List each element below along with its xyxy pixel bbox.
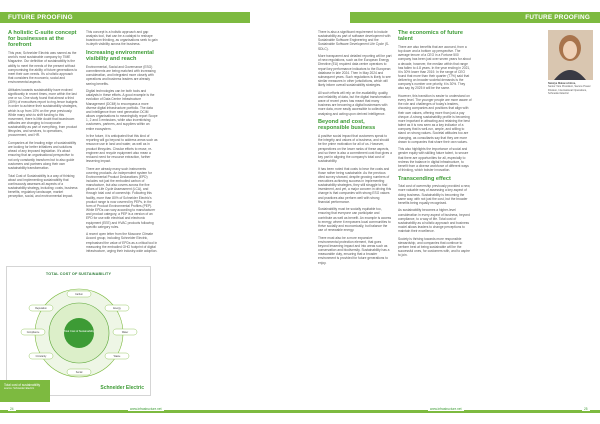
tag-waste: Waste	[113, 355, 121, 359]
heading-responsible: Beyond and cost, responsible business	[318, 119, 376, 132]
infographic-caption	[0, 380, 50, 402]
paragraph: There are also benefits that are accrued, from a top down and a bottom up perspective. The average tenure of a CEO in a Fortune 500 company has been just over seven years for about a decade, however, the median within that range has fallen to 4.8 years. In the year ending in 2021, it is 30% lower than 2019. In the range of CEO found that more than their quarter (77%) said that delivering on broader societal demands is the company's number one priority, it is 30%. They also say by 2025 it will be the same.	[398, 44, 471, 91]
paragraph: Environmental, Social and Governance (ESG) commitments are being matched with increasing consideration, and integrated more closely with operations and business leaders are already seeing benefits.	[86, 64, 156, 86]
paragraph: More transparent and detailed reporting will be part of new regulations, such as the European Energy Directive (EU) required data centre operators to report key performance indicators to the European database in late 2024. Then in May 2024 and subsequent years. Such regulations is likely to see similar measures in other jurisdictions, which will likely inform overall sustainability strategies.	[318, 54, 392, 88]
paragraph: A recent open letter from the Moscone Climate Accord group, including Schneider Electric, emphasised the value of EPDs as a critical tool in measuring the embodied GHG footprint of digital infrastructure, urging their industry-wide adoption.	[86, 232, 158, 253]
left-column-2	[86, 30, 158, 256]
paragraph: There are already many such instruments covering products. An independent system for Environmental Product Declarations (EPD) includes not just the embodied carbon of manufacture, but also covers across the five pillars of Life Cycle Assessment (LCA), and through total cost of ownership. Following this facility, more than 80% of Schneider Electric's product range is now covered by PEPs, in the form of Product Environmental Profiles (PEP). While EPDs can vary according to manufacturer and product category, a PEP is a version of an EPD for use with electrical and electronic equipment (EEE) and HVAC products following specific category rules.	[86, 166, 156, 229]
paragraph: Sustainability must be socially equitable too, ensuring that everyone can participate and contribute as well as benefit. An example is access to energy, where it empowers local communities to thrive socially and economically, but balance the use of renewable energy.	[318, 207, 392, 233]
caption-text: Total cost of sustainability	[4, 383, 41, 387]
paragraph: Total cost of ownership previously provided a new, more valuable way of assessing a key aspect of doing business. Sustainability is becoming the same way, with not just the cost, but the broader benefits being equally recognised.	[398, 184, 471, 205]
heading-economics: The economics of future talent	[398, 30, 463, 43]
paragraph: As sustainability becomes a higher-level consideration in every aspect of business, beyond compliance, to a way of life. Total cost of sustainability as a holistic approach and business model allows leaders to change perceptions to maintain their excellence.	[398, 208, 470, 234]
tag-reputation: Reputation	[35, 307, 47, 311]
right-column-2	[398, 30, 472, 261]
paragraph: This year, Schneider Electric was named as the world's most sustainable company by TIME Magazine. Our definition of sustainability is the ability to meet the needs of the present without compromising the ability of future generations to meet their own needs. It's a holistic approach that considers the economic, social and environmental aspects.	[8, 51, 78, 85]
paragraph: This also highlights the importance of social and gender equity with skilling future talent, to secure that there are opportunities for all, especially to redress the balance in digital infrastructure, to benefit from a diverse workforce of different ways of thinking, which bolster innovation.	[398, 147, 469, 173]
footer-url[interactable]: www.infrastructure.net	[130, 407, 162, 411]
right-page	[300, 0, 600, 424]
schneider-logo: Schneider Electric	[100, 385, 144, 391]
paragraph: Total Cost of Sustainability is a way of thinking about and implementing sustainability that continuously assesses all aspects of a sustainability strategy, including: costs, business benefits, regulatory landscape, market perception, social, and environmental impact.	[8, 173, 78, 199]
footer-url[interactable]: www.infrastructure.net	[430, 407, 462, 411]
infographic-diagram	[7, 277, 152, 387]
tag-circularity: Circularity	[35, 355, 47, 359]
paragraph: Digital technologies can be both tools and catalysts in these efforts. A good example is the evolution of Data Centre Infrastructure Management (DCIM) to encompass a more diverse digital infrastructure portfolio. The data and intelligence from next generation DCIM allows organisations to meaningfully report Scope 1, 2 and 3 emissions, while also incentivising customers, partners, and suppliers within an entire ecosystem.	[86, 89, 158, 131]
caption-source: source: Schneider Electric	[4, 387, 35, 390]
paragraph: This concept is a holistic approach and gap analysis tool, that can be a catalyst to reshape boardroom thinking, as organisations seek to gain in-depth visibility across the business.	[86, 30, 158, 47]
paragraph: Attitudes towards sustainability have evolved significantly in recent times, more within the last one or so. One study found that almost a third (30%) of executives report to ring-fence budgets in order to achieve their sustainability strategies, which is up from 10% on the year previously. While many wish to shift funding to this movement, there is little doubt that boardroom attitudes are changing to incorporate sustainability as part of everything, from product lifecycles, and services, to operations, procurement, and HR.	[8, 87, 78, 138]
total-cost-infographic	[6, 266, 151, 396]
center-circle	[64, 318, 94, 348]
section-header: FUTURE PROOFING	[350, 12, 600, 23]
tag-compliance: Compliance	[26, 331, 40, 335]
paragraph: In the future, it is anticipated that this kind of reporting will go beyond to address areas such as resource use in land and water, as well as in product lifecycles. Circular efforts to reuse, re-engineer and recycle equipment also mean a reduced need for resource extraction, further lessening impact.	[86, 134, 158, 163]
right-column-1	[318, 30, 392, 268]
center-label: Total Cost of Sustainability	[63, 330, 95, 333]
paragraph: There is also a significant requirement to include sustainability as part of software development with Sustainable Software Engineering and the Sustainable Software Development Life Cycle (S-SDLC).	[318, 30, 391, 51]
paragraph: A positive social impact that customers speak to the integrity and values of a business, and should be the prime motivation for all of us. However, perspectives on the lower ranks of these aspects, and so there is also a commitment cost that gives a key part in aligning the company's total cost of sustainability.	[318, 134, 392, 163]
heading-environmental: Increasing environmental visibility and reach	[86, 50, 154, 63]
heading-holistic: A holistic C-suite concept for businesses at the forefront	[8, 30, 77, 49]
tag-carbon: Carbon	[75, 293, 83, 297]
author-caption	[548, 82, 596, 95]
paragraph: It has been noted that costs to bear the costs and those rather being sustainable. As the previous cited survey showed, despite growing numbers of executives achieving success in implementing sustainability strategies, they still struggle to find investment, and yet, a major concern in driving this change is that companies with strong ESG values and practices also perform well with strong financial performance.	[318, 166, 392, 204]
author-name: Natalya Makarochkina,	[548, 82, 576, 85]
tag-water: Water	[121, 331, 129, 335]
page-number: 24	[10, 407, 14, 411]
page-number: 25	[584, 407, 588, 411]
infographic-title: TOTAL COST OF SUSTAINABILITY	[45, 272, 112, 276]
paragraph: However, this transition is easier to understand on every level. The younger people are more aware of the role and challenges of today's leaders, choosing companies and positions that align with their own values, offering more than just a pay cheque. A strong sustainability profile is becoming more important in attracting and retaining the best talent as it is now seen as a key indicator of a company that is well-run, ample, and willing to stand on strong values. Societal attitudes too are changing, as consultants say that they are more drawn to companies that share their own values.	[398, 94, 472, 144]
paragraph: There must also be a more expansive environmental protection element, that goes beyond lessening impact and into areas such as conservation and biodiversity. Sustainability has a measurable duty, ensuring that a broader environment is provided for future generations to enjoy.	[318, 235, 390, 265]
paragraph: Society is thriving towards more responsible stewardship, and companies that continue to perform best at being sustainable will be the successful ones, for customers with, and to aspire to join.	[398, 236, 470, 258]
paragraph: Companies at the leading edge of sustainability are looking for better initiatives and solutions ahead of any imposed legislation. It's about ensuring that an organisational perspective to not only constantly transform but to also guide customers and partners along their own sustainability transformation.	[8, 141, 77, 170]
heading-transcending: Transcending effect	[398, 175, 451, 182]
portrait-image	[548, 30, 593, 80]
tag-social: Social	[75, 371, 83, 375]
author-portrait	[548, 30, 593, 80]
paragraph: All such efforts will rely on the availability, quality, and reliability of data, but the digital transformation wave of recent years has meant that many business are becoming a digital businesses with more data, more easily accessible to collecting, analysing and acting upon derived intelligence.	[318, 90, 391, 116]
tag-energy: Energy	[113, 307, 121, 311]
left-column-1	[8, 30, 78, 202]
section-header: FUTURE PROOFING	[0, 12, 250, 23]
author-title: Senior Vice President, Secure Power Division, International Operations, Schneider Electric	[548, 85, 591, 95]
